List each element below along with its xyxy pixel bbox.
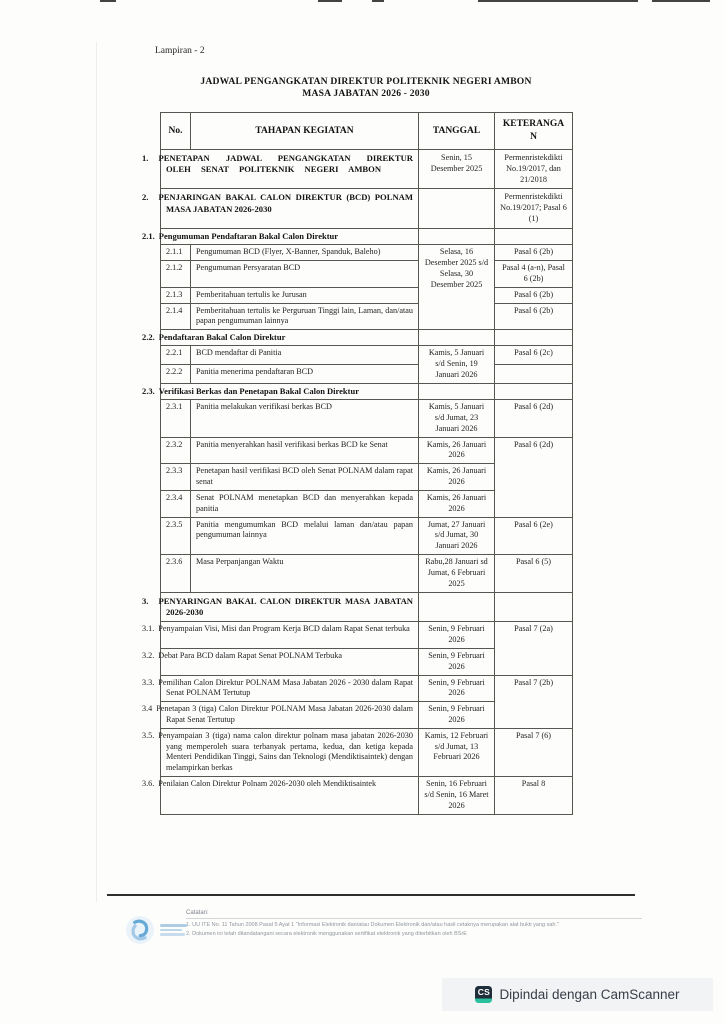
row-date: Senin, 9 Februari 2026 <box>419 648 495 675</box>
separator-line <box>107 894 635 896</box>
row-number: 2.3.5 <box>161 517 191 554</box>
scan-artifact <box>478 0 638 2</box>
row-activity: 3.3. Pemilihan Calon Direktur POLNAM Masa Jabatan 2026 - 2030 dalam Rapat Senat POLNAM Tertutup <box>161 675 419 702</box>
page-title-line2: MASA JABATAN 2026 - 2030 <box>302 88 430 100</box>
row-number: 2.3.6 <box>161 555 191 592</box>
table-row-2-1-4 <box>161 303 573 330</box>
bsre-logo <box>124 914 187 946</box>
table-row-2-1-2 <box>161 261 573 288</box>
table-row-1 <box>161 150 573 189</box>
row-date: Senin, 16 Februari s/d Senin, 16 Maret 2026 <box>419 777 495 814</box>
row-date: Senin, 9 Februari 2026 <box>419 702 495 729</box>
row-number: 2.1.2 <box>161 261 191 288</box>
scan-artifact <box>100 0 116 2</box>
row-activity: Pemberitahuan tertulis ke Jurusan <box>191 287 419 303</box>
camscanner-watermark <box>442 978 713 1011</box>
table-row-2-1-1 <box>161 245 573 261</box>
header-tahapan: TAHAPAN KEGIATAN <box>191 113 419 150</box>
row-ref-merged: Pasal 7 (2a) <box>495 622 573 675</box>
table-row-2-1-3 <box>161 287 573 303</box>
row-ref: Pasal 4 (a-n), Pasal 6 (2b) <box>495 261 573 288</box>
row-ref: Pasal 8 <box>495 777 573 814</box>
header-no: No. <box>161 113 191 150</box>
camscanner-icon: CS <box>475 986 492 1003</box>
row-ref: Pasal 6 (2c) <box>495 346 573 365</box>
row-activity: Panitia melakukan verifikasi berkas BCD <box>191 400 419 437</box>
row-number: 2.1.4 <box>161 303 191 330</box>
row-date: Senin, 9 Februari 2026 <box>419 675 495 702</box>
row-ref <box>495 228 573 244</box>
table-row-2-3-1 <box>161 400 573 437</box>
row-date <box>419 592 495 622</box>
row-date: Jumat, 27 Januari s/d Jumat, 30 Januari 2026 <box>419 517 495 554</box>
row-number: 2.1.1 <box>161 245 191 261</box>
catatan-block <box>186 910 656 938</box>
row-activity: 3.6. Penilaian Calon Direktur Polnam 2026-2030 oleh Mendiktisaintek <box>161 777 419 814</box>
row-activity: Panitia mengumumkan BCD melalui laman dan/atau papan pengumuman lainnya <box>191 517 419 554</box>
row-ref: Permenristekdikti No.19/2017; Pasal 6 (1) <box>495 189 573 228</box>
page-title-line1: JADWAL PENGANGKATAN DIREKTUR POLITEKNIK NEGERI AMBON <box>200 76 532 87</box>
table-row-2-2-1 <box>161 346 573 365</box>
row-number: 2.2.2 <box>161 365 191 384</box>
row-number: 1. <box>142 153 149 163</box>
row-date: Kamis, 12 Februari s/d Jumat, 13 Februari 2026 <box>419 728 495 776</box>
catatan-note-2: 2. Dokumen ini telah ditandatangani secara elektronik menggunakan sertifikat elektronik yang diterbitkan oleh BSrE <box>186 930 467 937</box>
lampiran-label: Lampiran - 2 <box>155 46 205 56</box>
table-row-3-5 <box>161 728 573 776</box>
row-activity: Panitia menerima pendaftaran BCD <box>191 365 419 384</box>
row-ref: Pasal 6 (2d) <box>495 400 573 437</box>
header-keterangan: KETERANGAN <box>495 113 573 150</box>
row-ref <box>495 365 573 384</box>
row-activity: Pengumuman Persyaratan BCD <box>191 261 419 288</box>
row-number: 2.1.3 <box>161 287 191 303</box>
row-date-merged: Kamis, 5 Januari s/d Senin, 19 Januari 2026 <box>419 346 495 383</box>
row-number: 2.3.1 <box>161 400 191 437</box>
row-date <box>419 330 495 346</box>
row-activity: BCD mendaftar di Panitia <box>191 346 419 365</box>
section-title: 2.2. Pendaftaran Bakal Calon Direktur <box>161 330 419 346</box>
row-ref: Pasal 6 (2b) <box>495 245 573 261</box>
row-number: 2. <box>142 192 149 203</box>
catatan-label: Catatan: <box>186 910 209 916</box>
table-row-2-3-2 <box>161 437 573 464</box>
row-ref: Permenristekdikti No.19/2017, dan 21/2018 <box>495 150 573 189</box>
row-activity: 3.1. Penyampaian Visi, Misi dan Program Kerja BCD dalam Rapat Senat terbuka <box>161 622 419 649</box>
schedule-table <box>142 112 573 815</box>
camscanner-label: Dipindai dengan CamScanner <box>499 987 680 1002</box>
table-row-3 <box>161 592 573 622</box>
row-ref: Pasal 6 (2b) <box>495 303 573 330</box>
table-row-3-1 <box>161 622 573 649</box>
catatan-note-1: 1. UU ITE No. 11 Tahun 2008 Pasal 5 Ayat 1 "Informasi Elektronik dan/atau Dokumen Elektronik dan/atau hasil cetaknya merupakan alat bukti yang sah." <box>186 922 559 928</box>
row-date: Kamis, 26 Januari 2026 <box>419 490 495 517</box>
row-activity: 3.2. Debat Para BCD dalam Rapat Senat POLNAM Terbuka <box>161 648 419 675</box>
row-activity: 3. PENYARINGAN BAKAL CALON DIREKTUR MASA JABATAN 2026-2030 <box>161 592 419 622</box>
row-date: Senin, 15 Desember 2025 <box>419 150 495 189</box>
row-activity: Panitia menyerahkan hasil verifikasi berkas BCD ke Senat <box>191 437 419 464</box>
row-date <box>419 189 495 228</box>
section-title: 2.3. Verifikasi Berkas dan Penetapan Bakal Calon Direktur <box>161 383 419 399</box>
page-title <box>130 76 602 101</box>
table-row-3-6 <box>161 777 573 814</box>
row-ref-merged: Pasal 7 (2b) <box>495 675 573 728</box>
row-activity: Masa Perpanjangan Waktu <box>191 555 419 592</box>
row-date: Rabu,28 Januari sd Jumat, 6 Februari 2025 <box>419 555 495 592</box>
catatan-rule <box>186 918 642 919</box>
row-ref <box>495 383 573 399</box>
row-activity: Senat POLNAM menetapkan BCD dan menyerahkan kepada panitia <box>191 490 419 517</box>
row-ref <box>495 330 573 346</box>
table-row-2-3-5 <box>161 517 573 554</box>
scan-fold-line <box>96 42 97 902</box>
row-date <box>419 228 495 244</box>
scan-artifact <box>652 0 710 2</box>
row-activity: 2. PENJARINGAN BAKAL CALON DIREKTUR (BCD) POLNAM MASA JABATAN 2026-2030 <box>161 189 419 228</box>
header-tanggal: TANGGAL <box>419 113 495 150</box>
bsre-logo-text <box>160 924 187 936</box>
row-date: Kamis, 26 Januari 2026 <box>419 437 495 464</box>
row-activity: Penetapan hasil verifikasi BCD oleh Senat POLNAM dalam rapat senat <box>191 464 419 491</box>
table-row-3-3 <box>161 675 573 702</box>
row-ref-merged: Pasal 6 (2d) <box>495 437 573 517</box>
row-date <box>419 383 495 399</box>
row-ref: Pasal 6 (2b) <box>495 287 573 303</box>
table-row-2-2-2 <box>161 365 573 384</box>
row-date: Kamis, 5 Januari s/d Jumat, 23 Januari 2026 <box>419 400 495 437</box>
row-date-merged: Selasa, 16 Desember 2025 s/d Selasa, 30 Desember 2025 <box>419 245 495 330</box>
row-activity: Pemberitahuan tertulis ke Perguruan Tinggi lain, Laman, dan/atau papan pengumuman lainnya <box>191 303 419 330</box>
row-ref <box>495 592 573 622</box>
row-activity: 3.4 Penetapan 3 (tiga) Calon Direktur POLNAM Masa Jabatan 2026-2030 dalam Rapat Senat Tertutup <box>161 702 419 729</box>
section-row-2-2 <box>161 330 573 346</box>
row-ref: Pasal 6 (2e) <box>495 517 573 554</box>
row-ref: Pasal 7 (6) <box>495 728 573 776</box>
section-row-2-3 <box>161 383 573 399</box>
row-number: 2.3.2 <box>161 437 191 464</box>
row-number: 2.3.4 <box>161 490 191 517</box>
row-date: Kamis, 26 Januari 2026 <box>419 464 495 491</box>
table-row-2-3-6 <box>161 555 573 592</box>
catatan-notes <box>186 921 656 938</box>
row-ref: Pasal 6 (5) <box>495 555 573 592</box>
table-header-row <box>161 113 573 150</box>
bsre-logo-icon <box>124 914 156 946</box>
table-row-2 <box>161 189 573 228</box>
row-activity: 3.5. Penyampaian 3 (tiga) nama calon direktur polnam masa jabatan 2026-2030 yang memperoleh suara terbanyak pertama, kedua, dan ketiga kepada Menteri Pendidikan Tinggi, Sains dan Teknologi (Mendiktisaintek) dengan melampirkan berkas <box>161 728 419 776</box>
row-activity: 1. PENETAPAN JADWAL PENGANGKATAN DIREKTUR OLEH SENAT POLITEKNIK NEGERI AMBON <box>161 150 419 189</box>
row-number: 3. <box>142 595 149 606</box>
scan-artifact <box>372 0 384 2</box>
scan-artifact <box>318 0 342 2</box>
row-number: 2.2.1 <box>161 346 191 365</box>
section-row-2-1 <box>161 228 573 244</box>
row-number: 2.3.3 <box>161 464 191 491</box>
row-activity: Pengumuman BCD (Flyer, X-Banner, Spanduk, Baleho) <box>191 245 419 261</box>
row-date: Senin, 9 Februari 2026 <box>419 622 495 649</box>
section-title: 2.1. Pengumuman Pendaftaran Bakal Calon Direktur <box>161 228 419 244</box>
